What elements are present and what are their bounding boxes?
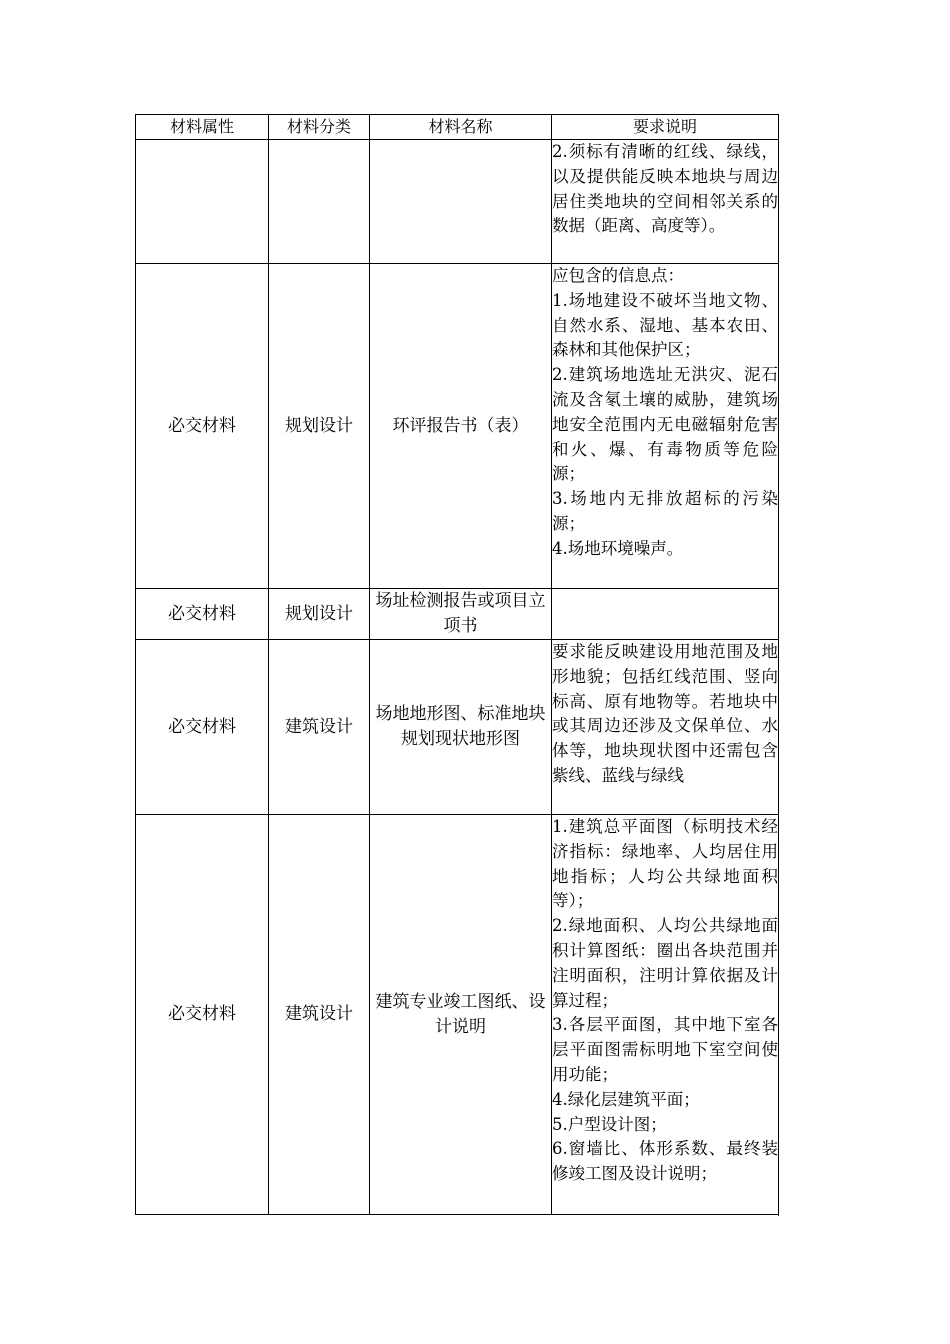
table-row bbox=[136, 589, 779, 640]
table-row bbox=[136, 815, 779, 1215]
cell-name: 场地地形图、标准地块规划现状地形图 bbox=[370, 640, 552, 815]
cell-name: 场址检测报告或项目立项书 bbox=[370, 589, 552, 640]
header-requirement: 要求说明 bbox=[552, 115, 779, 140]
table-right-edge bbox=[778, 114, 779, 1216]
cell-requirement: 2.须标有清晰的红线、绿线，以及提供能反映本地块与周边居住类地块的空间相邻关系的数据（距离、高度等）。 bbox=[552, 140, 779, 264]
cell-attr bbox=[136, 140, 269, 264]
cell-requirement: 应包含的信息点： 1.场地建设不破坏当地文物、自然水系、湿地、基本农田、森林和其他保护区； 2.建筑场地选址无洪灾、泥石流及含氡土壤的威胁，建筑场地安全范围内无电磁辐射危害和火、爆、有毒物质等危险源； 3.场地内无排放超标的污染源； 4.场地环境噪声。 bbox=[552, 264, 779, 589]
cell-attr: 必交材料 bbox=[136, 640, 269, 815]
cell-category bbox=[269, 140, 370, 264]
cell-name: 环评报告书（表） bbox=[370, 264, 552, 589]
cell-requirement bbox=[552, 589, 779, 640]
cell-attr: 必交材料 bbox=[136, 815, 269, 1215]
table-row bbox=[136, 140, 779, 264]
cell-name: 建筑专业竣工图纸、设计说明 bbox=[370, 815, 552, 1215]
cell-requirement: 1.建筑总平面图（标明技术经济指标：绿地率、人均居住用地指标；人均公共绿地面积等）； 2.绿地面积、人均公共绿地面积计算图纸：圈出各块范围并注明面积，注明计算依据及计算过程； 3.各层平面图，其中地下室各层平面图需标明地下室空间使用功能； 4.绿化层建筑平面； 5.户型设计图； 6.窗墙比、体形系数、最终装修竣工图及设计说明； bbox=[552, 815, 779, 1215]
cell-category: 规划设计 bbox=[269, 589, 370, 640]
table-row bbox=[136, 640, 779, 815]
cell-attr: 必交材料 bbox=[136, 264, 269, 589]
cell-category: 建筑设计 bbox=[269, 640, 370, 815]
cell-attr: 必交材料 bbox=[136, 589, 269, 640]
table-row bbox=[136, 264, 779, 589]
header-material-category: 材料分类 bbox=[269, 115, 370, 140]
header-material-name: 材料名称 bbox=[370, 115, 552, 140]
cell-category: 建筑设计 bbox=[269, 815, 370, 1215]
cell-name bbox=[370, 140, 552, 264]
cell-requirement: 要求能反映建设用地范围及地形地貌；包括红线范围、竖向标高、原有地物等。若地块中或其周边还涉及文保单位、水体等，地块现状图中还需包含紫线、蓝线与绿线 bbox=[552, 640, 779, 815]
materials-table bbox=[135, 114, 779, 1215]
table-header-row bbox=[136, 115, 779, 140]
cell-category: 规划设计 bbox=[269, 264, 370, 589]
header-material-attribute: 材料属性 bbox=[136, 115, 269, 140]
